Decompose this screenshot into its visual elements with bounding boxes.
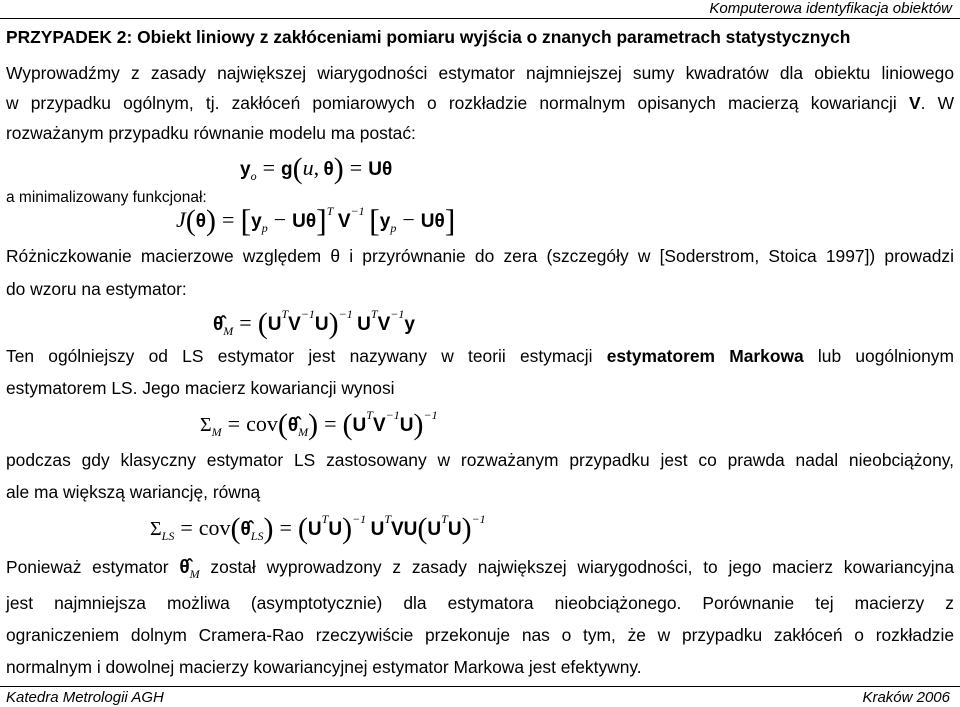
functional-label: a minimalizowany funkcjonał: (6, 189, 207, 206)
page-footer (0, 686, 960, 707)
paragraph-5-line-3: ograniczeniem dolnym Cramera-Rao rzeczywiście przekonuje nas o tym, że w przypadku zakłóceń o rozkładzie (6, 625, 954, 645)
header-title: Komputerowa identyfikacja obiektów (709, 0, 952, 17)
paragraph-3-line-1: Ten ogólniejszy od LS estymator jest nazywany w teorii estymacji estymatorem Markowa lub uogólnionym (6, 346, 954, 366)
paragraph-2-line-1: Różniczkowanie macierzowe względem θ i przyrównanie do zera (szczegóły w [Soderstrom, Stoica 1997]) prowadzi (6, 246, 954, 266)
paragraph-4-line-2: ale ma większą wariancję, równą (6, 482, 261, 502)
paragraph-4-line-1: podczas gdy klasyczny estymator LS zastosowany w rozważanym przypadku jest co prawda nadal nieobciążony, (6, 450, 954, 470)
paragraph-1-line-1: Wyprowadźmy z zasady największej wiarygodności estymator najmniejszej sumy kwadratów dla obiektu liniowego (6, 63, 954, 83)
paragraph-1-line-2: w przypadku ogólnym, tj. zakłóceń pomiarowych o rozkładzie normalnym opisanych macierzą kowariancji V. W (6, 93, 955, 113)
paragraph-5-line-2: jest najmniejsza możliwa (asymptotycznie) dla estymatora nieobciążonego. Porównanie tej macierzy z (6, 593, 954, 613)
footer-right: Kraków 2006 (862, 689, 950, 706)
paragraph-1-line-3: rozważanym przypadku równanie modelu ma postać: (6, 123, 416, 143)
paragraph-3-line-2: estymatorem LS. Jego macierz kowariancji wynosi (6, 378, 395, 398)
paragraph-2-line-2: do wzoru na estymator: (6, 279, 187, 299)
model-equation: $y_o = g(u$, θ) = Uθ (240, 152, 393, 185)
markov-estimator-equation: $\thetâ_M = (U^TV^{-1}U)^{-1}$ $U^TV^{-1}y$ (213, 307, 415, 340)
paragraph-5-line-1: Ponieważ estymator $\thetâ_M$ został wyprowadzony z zasady największej wiarygodności, to jego macierz kowariancyjna (6, 557, 954, 581)
section-heading: PRZYPADEK 2: Obiekt liniowy z zakłóceniami pomiaru wyjścia o znanych parametrach statystycznych (6, 27, 851, 47)
paragraph-5-line-4: normalnym i dowolnej macierzy kowariancyjnej estymator Markowa jest efektywny. (6, 657, 642, 677)
footer-left: Katedra Metrologii AGH (6, 689, 164, 706)
markov-covariance-equation: $\Sigma_M$ = $cov(\thetâ_M) = (U^TV^{-1}U)^{-1}$ (200, 408, 438, 441)
functional-equation: $J(\theta) = [y_p - U\theta]^T$ $V^{-1}$ $[y_p - U\theta]$ (176, 202, 456, 238)
page-header (0, 0, 960, 19)
ls-covariance-equation: $\Sigma_{LS}$ = $cov(\thetâ_{LS}) = (U^TU)^{-1}$ $U^TVU(U^TU)^{-1}$ (150, 512, 486, 545)
